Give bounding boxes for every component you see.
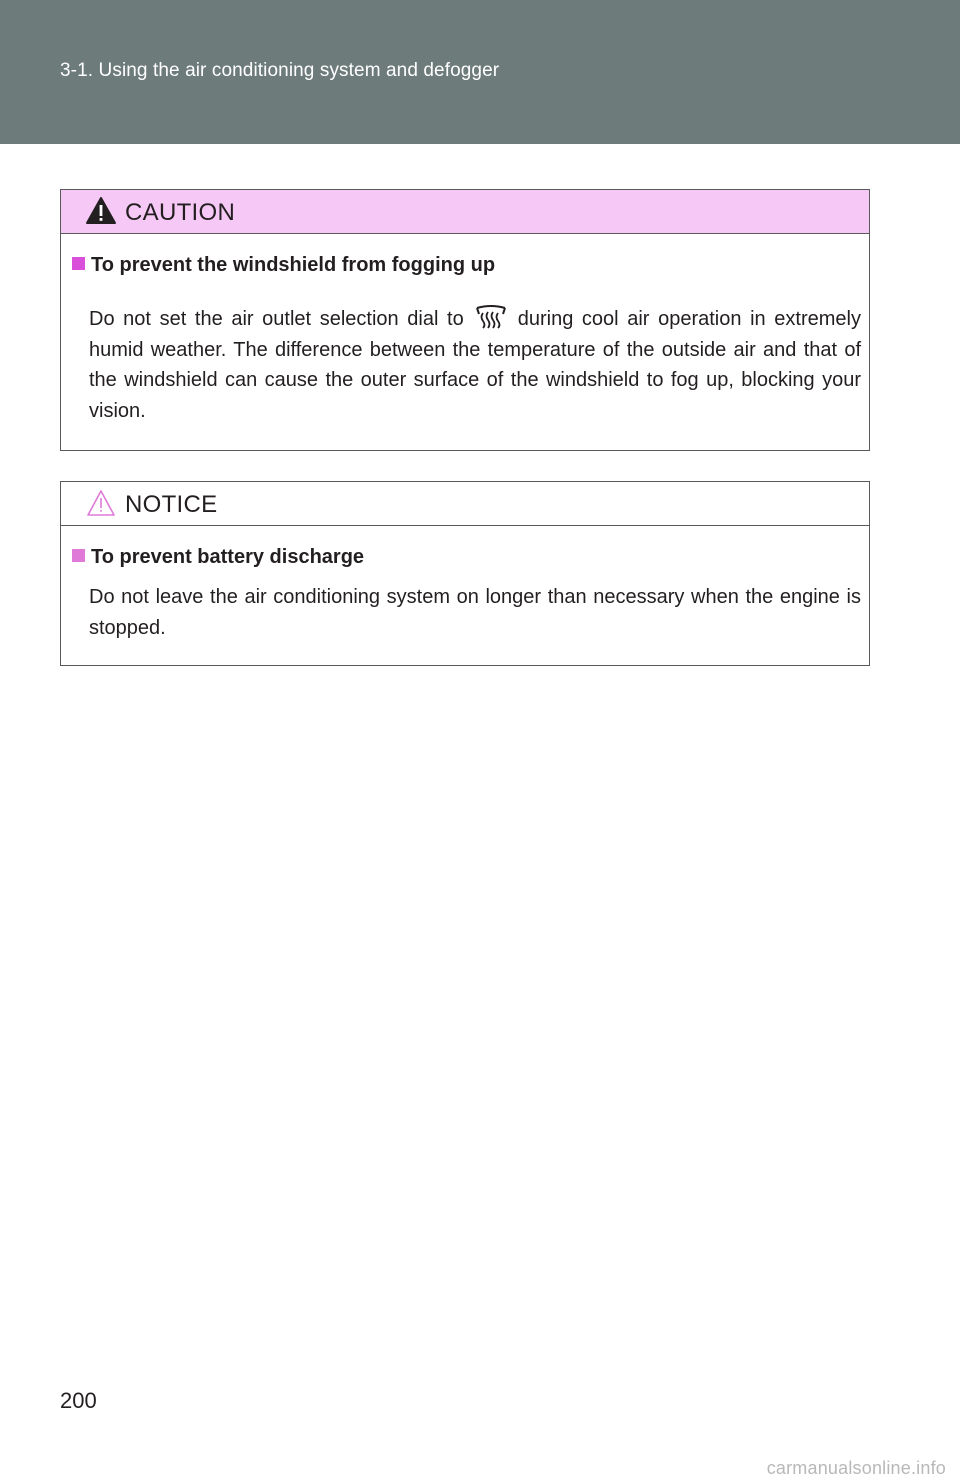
section-header-title: 3-1. Using the air conditioning system and defogger (60, 60, 500, 81)
section-bullet (72, 257, 85, 270)
notice-section-title (72, 546, 364, 569)
notice-section-title-text: To prevent battery discharge (91, 546, 365, 568)
header-band (0, 0, 960, 144)
section-bullet (72, 549, 85, 562)
notice-label: NOTICE (125, 491, 218, 518)
caution-box (60, 189, 870, 451)
page-number: 200 (60, 1388, 97, 1413)
notice-header (61, 482, 869, 526)
caution-body-text (89, 304, 861, 426)
warning-triangle-outline-icon (85, 488, 117, 517)
caution-header (61, 190, 869, 234)
warning-triangle-filled-icon (85, 196, 117, 225)
notice-box (60, 481, 870, 666)
caution-section-title (72, 254, 495, 277)
windshield-defogger-icon (474, 305, 508, 329)
caution-section-title-text: To prevent the windshield from fogging up (91, 254, 496, 276)
caution-text-after-icon: during cool air operation in extremely humid weather. The difference between the temperature of the outside air and that of the windshield can cause the outer surface of the windshield to fog up, blocking your vision. (89, 308, 861, 422)
caution-label: CAUTION (125, 199, 236, 226)
caution-text-before-icon: Do not set the air outlet selection dial to (89, 308, 464, 330)
watermark: carmanualsonline.info (766, 1458, 946, 1478)
notice-body-text: Do not leave the air conditioning system on longer than necessary when the engine is stopped. (89, 586, 861, 639)
